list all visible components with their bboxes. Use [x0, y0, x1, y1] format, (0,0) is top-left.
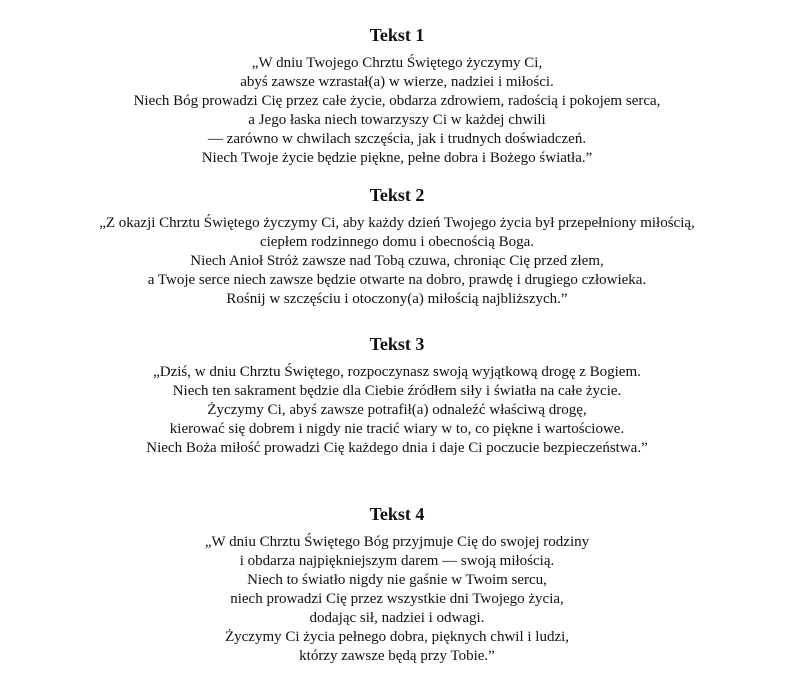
text-line: Niech Anioł Stróż zawsze nad Tobą czuwa, chroniąc Cię przed złem, — [190, 253, 604, 269]
text-section-3 — [0, 333, 794, 458]
section-heading: Tekst 4 — [369, 504, 425, 524]
text-line: Życzymy Ci, abyś zawsze potrafił(a) odnaleźć właściwą drogę, — [207, 402, 587, 418]
text-line: niech prowadzi Cię przez wszystkie dni Twojego życia, — [230, 591, 564, 607]
text-line: „W dniu Twojego Chrztu Świętego życzymy Ci, — [251, 55, 543, 71]
text-line: abyś zawsze wzrastał(a) w wierze, nadziei i miłości. — [240, 74, 554, 90]
text-line: „Dziś, w dniu Chrztu Świętego, rozpoczynasz swoją wyjątkową drogę z Bogiem. — [153, 364, 641, 380]
section-body — [0, 533, 794, 666]
text-line: „W dniu Chrztu Świętego Bóg przyjmuje Cię do swojej rodziny — [204, 534, 590, 550]
text-line: ciepłem rodzinnego domu i obecnością Boga. — [259, 234, 535, 250]
section-heading: Tekst 1 — [369, 25, 425, 45]
section-heading: Tekst 2 — [369, 185, 425, 205]
text-line: „Z okazji Chrztu Świętego życzymy Ci, aby każdy dzień Twojego życia był przepełniony miłością, — [99, 215, 695, 231]
text-line: i obdarza najpiękniejszym darem — swoją miłością. — [239, 553, 555, 569]
text-line: Życzymy Ci życia pełnego dobra, pięknych chwil i ludzi, — [224, 629, 570, 645]
text-line: kierować się dobrem i nigdy nie tracić wiary w to, co piękne i wartościowe. — [169, 421, 625, 437]
section-body — [0, 54, 794, 168]
section-body — [0, 214, 794, 309]
text-line: Niech Twoje życie będzie piękne, pełne dobra i Bożego światła.” — [201, 150, 593, 166]
text-line: Niech ten sakrament będzie dla Ciebie źródłem siły i światła na całe życie. — [172, 383, 622, 399]
text-line: a Jego łaska niech towarzyszy Ci w każdej chwili — [248, 112, 546, 128]
text-line: — zarówno w chwilach szczęścia, jak i trudnych doświadczeń. — [207, 131, 587, 147]
text-section-4 — [0, 503, 794, 666]
text-line: a Twoje serce niech zawsze będzie otwarte na dobro, prawdę i drugiego człowieka. — [147, 272, 647, 288]
text-line: Niech to światło nigdy nie gaśnie w Twoim sercu, — [247, 572, 547, 588]
text-line: Niech Boża miłość prowadzi Cię każdego dnia i daje Ci poczucie bezpieczeństwa.” — [146, 440, 648, 456]
text-line: Rośnij w szczęściu i otoczony(a) miłością najbliższych.” — [226, 291, 568, 307]
text-section-1 — [0, 24, 794, 168]
text-line: dodając sił, nadziei i odwagi. — [309, 610, 485, 626]
section-body — [0, 363, 794, 458]
text-section-2 — [0, 184, 794, 309]
text-line: którzy zawsze będą przy Tobie.” — [299, 648, 495, 664]
section-heading: Tekst 3 — [369, 334, 425, 354]
text-line: Niech Bóg prowadzi Cię przez całe życie, obdarza zdrowiem, radością i pokojem serca, — [133, 93, 661, 109]
